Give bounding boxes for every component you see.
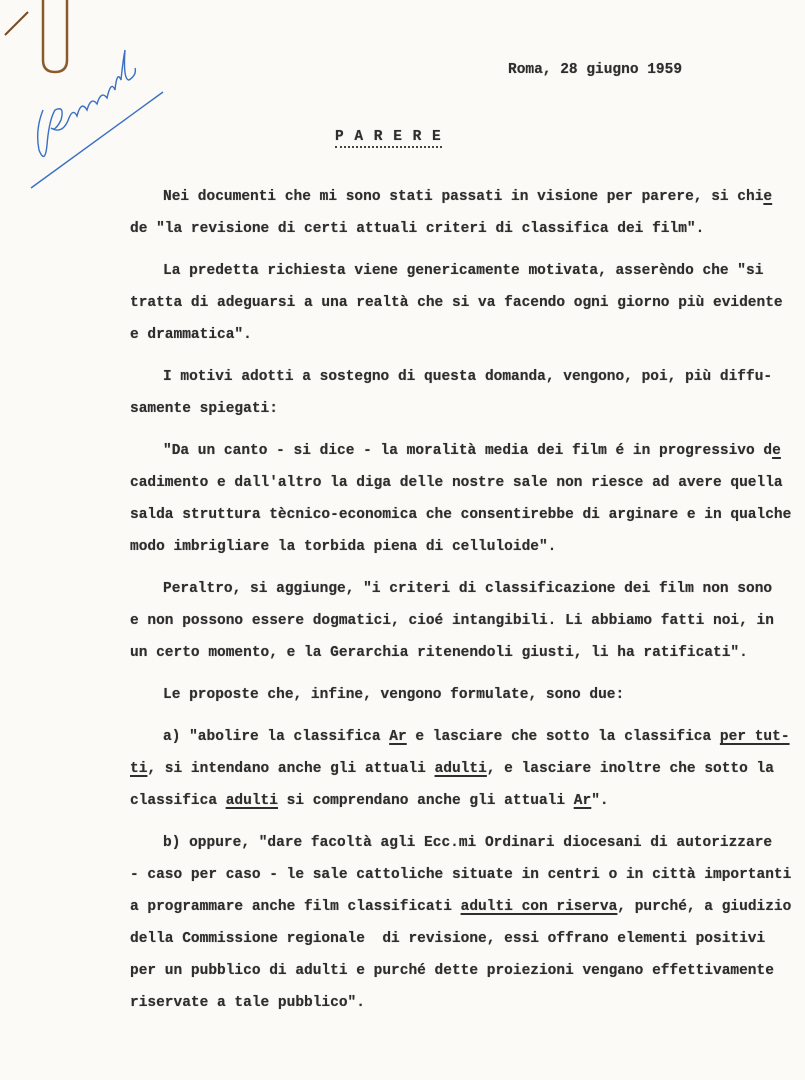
text-line xyxy=(130,216,800,248)
text-segment: , purché, a giudizio xyxy=(617,899,792,915)
text-line xyxy=(130,756,800,788)
underlined-text: adulti xyxy=(225,793,278,809)
text-segment: , si intendano anche gli attuali xyxy=(147,761,435,777)
document-title: P A R E R E xyxy=(335,129,442,148)
text-segment: un certo momento, e la Gerarchia ritenendoli giusti, li ha ratificati". xyxy=(130,645,748,661)
text-segment: - caso per caso - le sale cattoliche situate in centri o in città importanti xyxy=(130,867,792,883)
text-segment: Peraltro, si aggiunge, "i criteri di classificazione dei film non sono xyxy=(163,581,773,597)
text-segment: e drammatica". xyxy=(130,327,252,343)
text-segment: I motivi adotti a sostegno di questa domanda, vengono, poi, più diffu- xyxy=(163,369,773,385)
text-line xyxy=(130,438,800,470)
text-line xyxy=(130,894,800,926)
text-segment: cadimento e dall'altro la diga delle nostre sale non riesce ad avere quella xyxy=(130,475,783,491)
text-line xyxy=(130,958,800,990)
underlined-text: Ar xyxy=(573,793,592,809)
text-segment: e lasciare che sotto la classifica xyxy=(406,729,720,745)
text-segment: tratta di adeguarsi a una realtà che si va facendo ogni giorno più evidente xyxy=(130,295,783,311)
text-line xyxy=(130,534,800,566)
text-line xyxy=(130,396,800,428)
text-segment: e non possono essere dogmatici, cioé intangibili. Li abbiamo fatti noi, in xyxy=(130,613,774,629)
underlined-text: ti xyxy=(130,761,148,777)
text-line xyxy=(130,322,800,354)
text-segment: Le proposte che, infine, vengono formulate, sono due: xyxy=(163,687,625,703)
text-segment: , e lasciare inoltre che sotto la xyxy=(486,761,774,777)
paragraph xyxy=(130,184,800,248)
underlined-text: e xyxy=(763,189,773,205)
document-body xyxy=(130,184,800,1032)
underlined-text: Ar xyxy=(389,729,407,745)
text-line xyxy=(130,926,800,958)
text-line xyxy=(130,364,800,396)
paragraph xyxy=(130,258,800,354)
text-line xyxy=(130,682,800,714)
text-segment: a programmare anche film classificati xyxy=(130,899,461,915)
text-line xyxy=(130,788,800,820)
text-line xyxy=(130,640,800,672)
text-line xyxy=(130,830,800,862)
text-line xyxy=(130,470,800,502)
text-segment: b) oppure, "dare facoltà agli Ecc.mi Ordinari diocesani di autorizzare xyxy=(163,835,773,851)
text-line xyxy=(130,862,800,894)
underlined-text: adulti con riserva xyxy=(460,899,618,915)
text-segment: samente spiegati: xyxy=(130,401,278,417)
text-line xyxy=(130,724,800,756)
text-segment: per un pubblico di adulti e purché dette proiezioni vengano effettivamente xyxy=(130,963,774,979)
handwritten-signature xyxy=(25,40,175,200)
paragraph xyxy=(130,364,800,428)
text-line xyxy=(130,290,800,322)
paragraph xyxy=(130,438,800,566)
text-segment: della Commissione regionale di revisione, essi offrano elementi positivi xyxy=(130,931,766,947)
text-line xyxy=(130,990,800,1022)
paragraph xyxy=(130,576,800,672)
text-line xyxy=(130,258,800,290)
text-line xyxy=(130,502,800,534)
text-segment: a) "abolire la classifica xyxy=(163,729,390,745)
text-segment: ". xyxy=(591,793,609,809)
underlined-text: per tut- xyxy=(719,729,790,745)
text-segment: "Da un canto - si dice - la moralità media dei film é in progressivo d xyxy=(163,443,773,459)
underlined-text: adulti xyxy=(434,761,487,777)
text-segment: riservate a tale pubblico". xyxy=(130,995,365,1011)
paragraph xyxy=(130,682,800,714)
underlined-text: e xyxy=(772,443,781,459)
text-segment: La predetta richiesta viene genericamente motivata, asserèndo che "si xyxy=(163,263,764,279)
text-segment: si comprendano anche gli attuali xyxy=(277,793,574,809)
text-segment: de "la revisione di certi attuali criteri di classifica dei film". xyxy=(130,221,705,237)
paragraph xyxy=(130,724,800,820)
text-segment: salda struttura tècnico-economica che consentirebbe di arginare e in qualche xyxy=(130,507,792,523)
paragraph xyxy=(130,830,800,1022)
text-line xyxy=(130,576,800,608)
text-segment: classifica xyxy=(130,793,226,809)
text-line xyxy=(130,608,800,640)
text-segment: modo imbrigliare la torbida piena di celluloide". xyxy=(130,539,557,555)
text-segment: Nei documenti che mi sono stati passati in visione per parere, si chi xyxy=(163,189,764,205)
text-line xyxy=(130,184,800,216)
document-date: Roma, 28 giugno 1959 xyxy=(508,62,683,78)
